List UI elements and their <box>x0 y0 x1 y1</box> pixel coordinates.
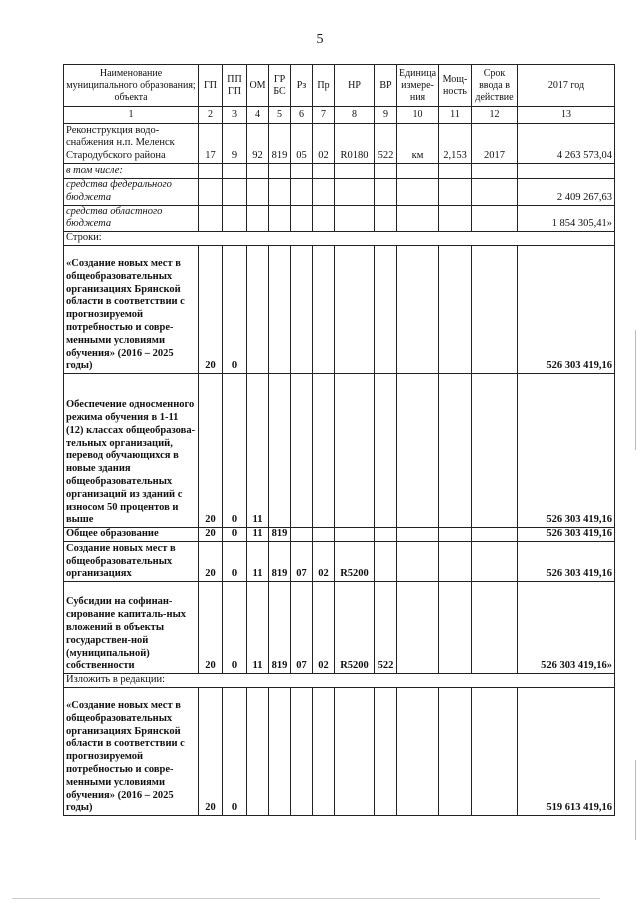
header-year: 2017 год <box>518 65 615 107</box>
header-vr: ВР <box>375 65 397 107</box>
cell-vr: 522 <box>375 582 397 674</box>
cell-om: 11 <box>247 582 269 674</box>
col-number: 1 <box>64 107 199 124</box>
col-number: 11 <box>439 107 472 124</box>
header-nr: НР <box>335 65 375 107</box>
header-rz: Рз <box>291 65 313 107</box>
header-name: Наименование муниципального образования; объекта <box>64 65 199 107</box>
cell-year: 519 613 419,16 <box>518 688 615 816</box>
col-number: 10 <box>397 107 439 124</box>
cell-nr: R5200 <box>335 542 375 582</box>
cell-ppgp: 0 <box>223 528 247 542</box>
col-number: 12 <box>472 107 518 124</box>
col-number: 6 <box>291 107 313 124</box>
cell-grbs: 819 <box>269 542 291 582</box>
cell-ppgp: 9 <box>223 124 247 164</box>
header-om: ОМ <box>247 65 269 107</box>
row-name: средства областного бюджета <box>64 205 199 232</box>
section-label: Изложить в редакции: <box>64 674 615 688</box>
row-name: «Создание новых мест в общеобразовательных организациях Брянской области в соответствии с прогнозируемой потребностью и совре-менными условиями обучения» (2016 – 2025 годы) <box>64 246 199 374</box>
table-row <box>64 205 615 232</box>
cell-year: 526 303 419,16 <box>518 528 615 542</box>
cell-pr: 02 <box>313 542 335 582</box>
column-number-row <box>64 107 615 124</box>
cell-om: 11 <box>247 528 269 542</box>
cell-ppgp: 0 <box>223 582 247 674</box>
cell-ppgp: 0 <box>223 688 247 816</box>
row-name: Создание новых мест в общеобразовательных организациях <box>64 542 199 582</box>
col-number: 4 <box>247 107 269 124</box>
header-pr: Пр <box>313 65 335 107</box>
cell-om: 92 <box>247 124 269 164</box>
cell-year: 526 303 419,16 <box>518 542 615 582</box>
col-number: 8 <box>335 107 375 124</box>
cell-gp: 20 <box>199 528 223 542</box>
table-row <box>64 179 615 206</box>
col-number: 7 <box>313 107 335 124</box>
scan-bottom-line <box>12 898 600 899</box>
cell-om: 11 <box>247 374 269 528</box>
row-name: «Создание новых мест в общеобразовательных организациях Брянской области в соответствии с прогнозируемой потребностью и совре-менными условиями обучения» (2016 – 2025 годы) <box>64 688 199 816</box>
table-row <box>64 124 615 164</box>
cell-rz: 05 <box>291 124 313 164</box>
cell-gp: 20 <box>199 688 223 816</box>
cell-gp: 20 <box>199 246 223 374</box>
col-number: 13 <box>518 107 615 124</box>
row-name: Обеспечение односменного режима обучения в 1-11 (12) классах общеобразова-тельных организаций, перевод обучающихся в новые здания общеобразовательных организаций из зданий с износом 50 процентов и выше <box>64 374 199 528</box>
table-row <box>64 542 615 582</box>
cell-gp: 20 <box>199 542 223 582</box>
cell-power: 2,153 <box>439 124 472 164</box>
cell-vr: 522 <box>375 124 397 164</box>
row-name: Реконструкция водо-снабжения н.п. Меленск Стародубского района <box>64 124 199 164</box>
budget-table <box>63 64 615 816</box>
row-name: в том числе: <box>64 164 199 179</box>
cell-pr: 02 <box>313 582 335 674</box>
section-label: Строки: <box>64 232 615 246</box>
section-row <box>64 674 615 688</box>
table-row <box>64 528 615 542</box>
header-term: Срок ввода в действие <box>472 65 518 107</box>
cell-nr: R5200 <box>335 582 375 674</box>
table-row <box>64 164 615 179</box>
col-number: 2 <box>199 107 223 124</box>
cell-unit: км <box>397 124 439 164</box>
col-number: 3 <box>223 107 247 124</box>
cell-rz: 07 <box>291 542 313 582</box>
cell-gp: 17 <box>199 124 223 164</box>
cell-rz: 07 <box>291 582 313 674</box>
cell-nr: R0180 <box>335 124 375 164</box>
header-unit: Единица измере-ния <box>397 65 439 107</box>
cell-year: 2 409 267,63 <box>518 179 615 206</box>
table-row <box>64 582 615 674</box>
col-number: 5 <box>269 107 291 124</box>
cell-grbs: 819 <box>269 528 291 542</box>
row-name: Общее образование <box>64 528 199 542</box>
section-row <box>64 232 615 246</box>
scan-edge-line <box>635 330 636 450</box>
row-name: средства федерального бюджета <box>64 179 199 206</box>
cell-gp: 20 <box>199 582 223 674</box>
cell-pr: 02 <box>313 124 335 164</box>
table-row <box>64 246 615 374</box>
header-gp: ГП <box>199 65 223 107</box>
table-row <box>64 374 615 528</box>
header-ppgp: ПП ГП <box>223 65 247 107</box>
header-power: Мощ-ность <box>439 65 472 107</box>
cell-gp: 20 <box>199 374 223 528</box>
row-name: Субсидии на софинан-сирование капиталь-ных вложений в объекты государствен-ной (муниципальной) собственности <box>64 582 199 674</box>
cell-grbs: 819 <box>269 582 291 674</box>
cell-term: 2017 <box>472 124 518 164</box>
table-row <box>64 688 615 816</box>
cell-ppgp: 0 <box>223 246 247 374</box>
cell-grbs: 819 <box>269 124 291 164</box>
cell-om: 11 <box>247 542 269 582</box>
cell-year: 526 303 419,16 <box>518 246 615 374</box>
cell-year: 1 854 305,41» <box>518 205 615 232</box>
cell-year: 4 263 573,04 <box>518 124 615 164</box>
cell-year: 526 303 419,16» <box>518 582 615 674</box>
header-grbs: ГР БС <box>269 65 291 107</box>
header-row <box>64 65 615 107</box>
page-number: 5 <box>316 32 324 47</box>
cell-year: 526 303 419,16 <box>518 374 615 528</box>
scan-edge-line <box>635 760 636 840</box>
cell-ppgp: 0 <box>223 374 247 528</box>
cell-ppgp: 0 <box>223 542 247 582</box>
col-number: 9 <box>375 107 397 124</box>
